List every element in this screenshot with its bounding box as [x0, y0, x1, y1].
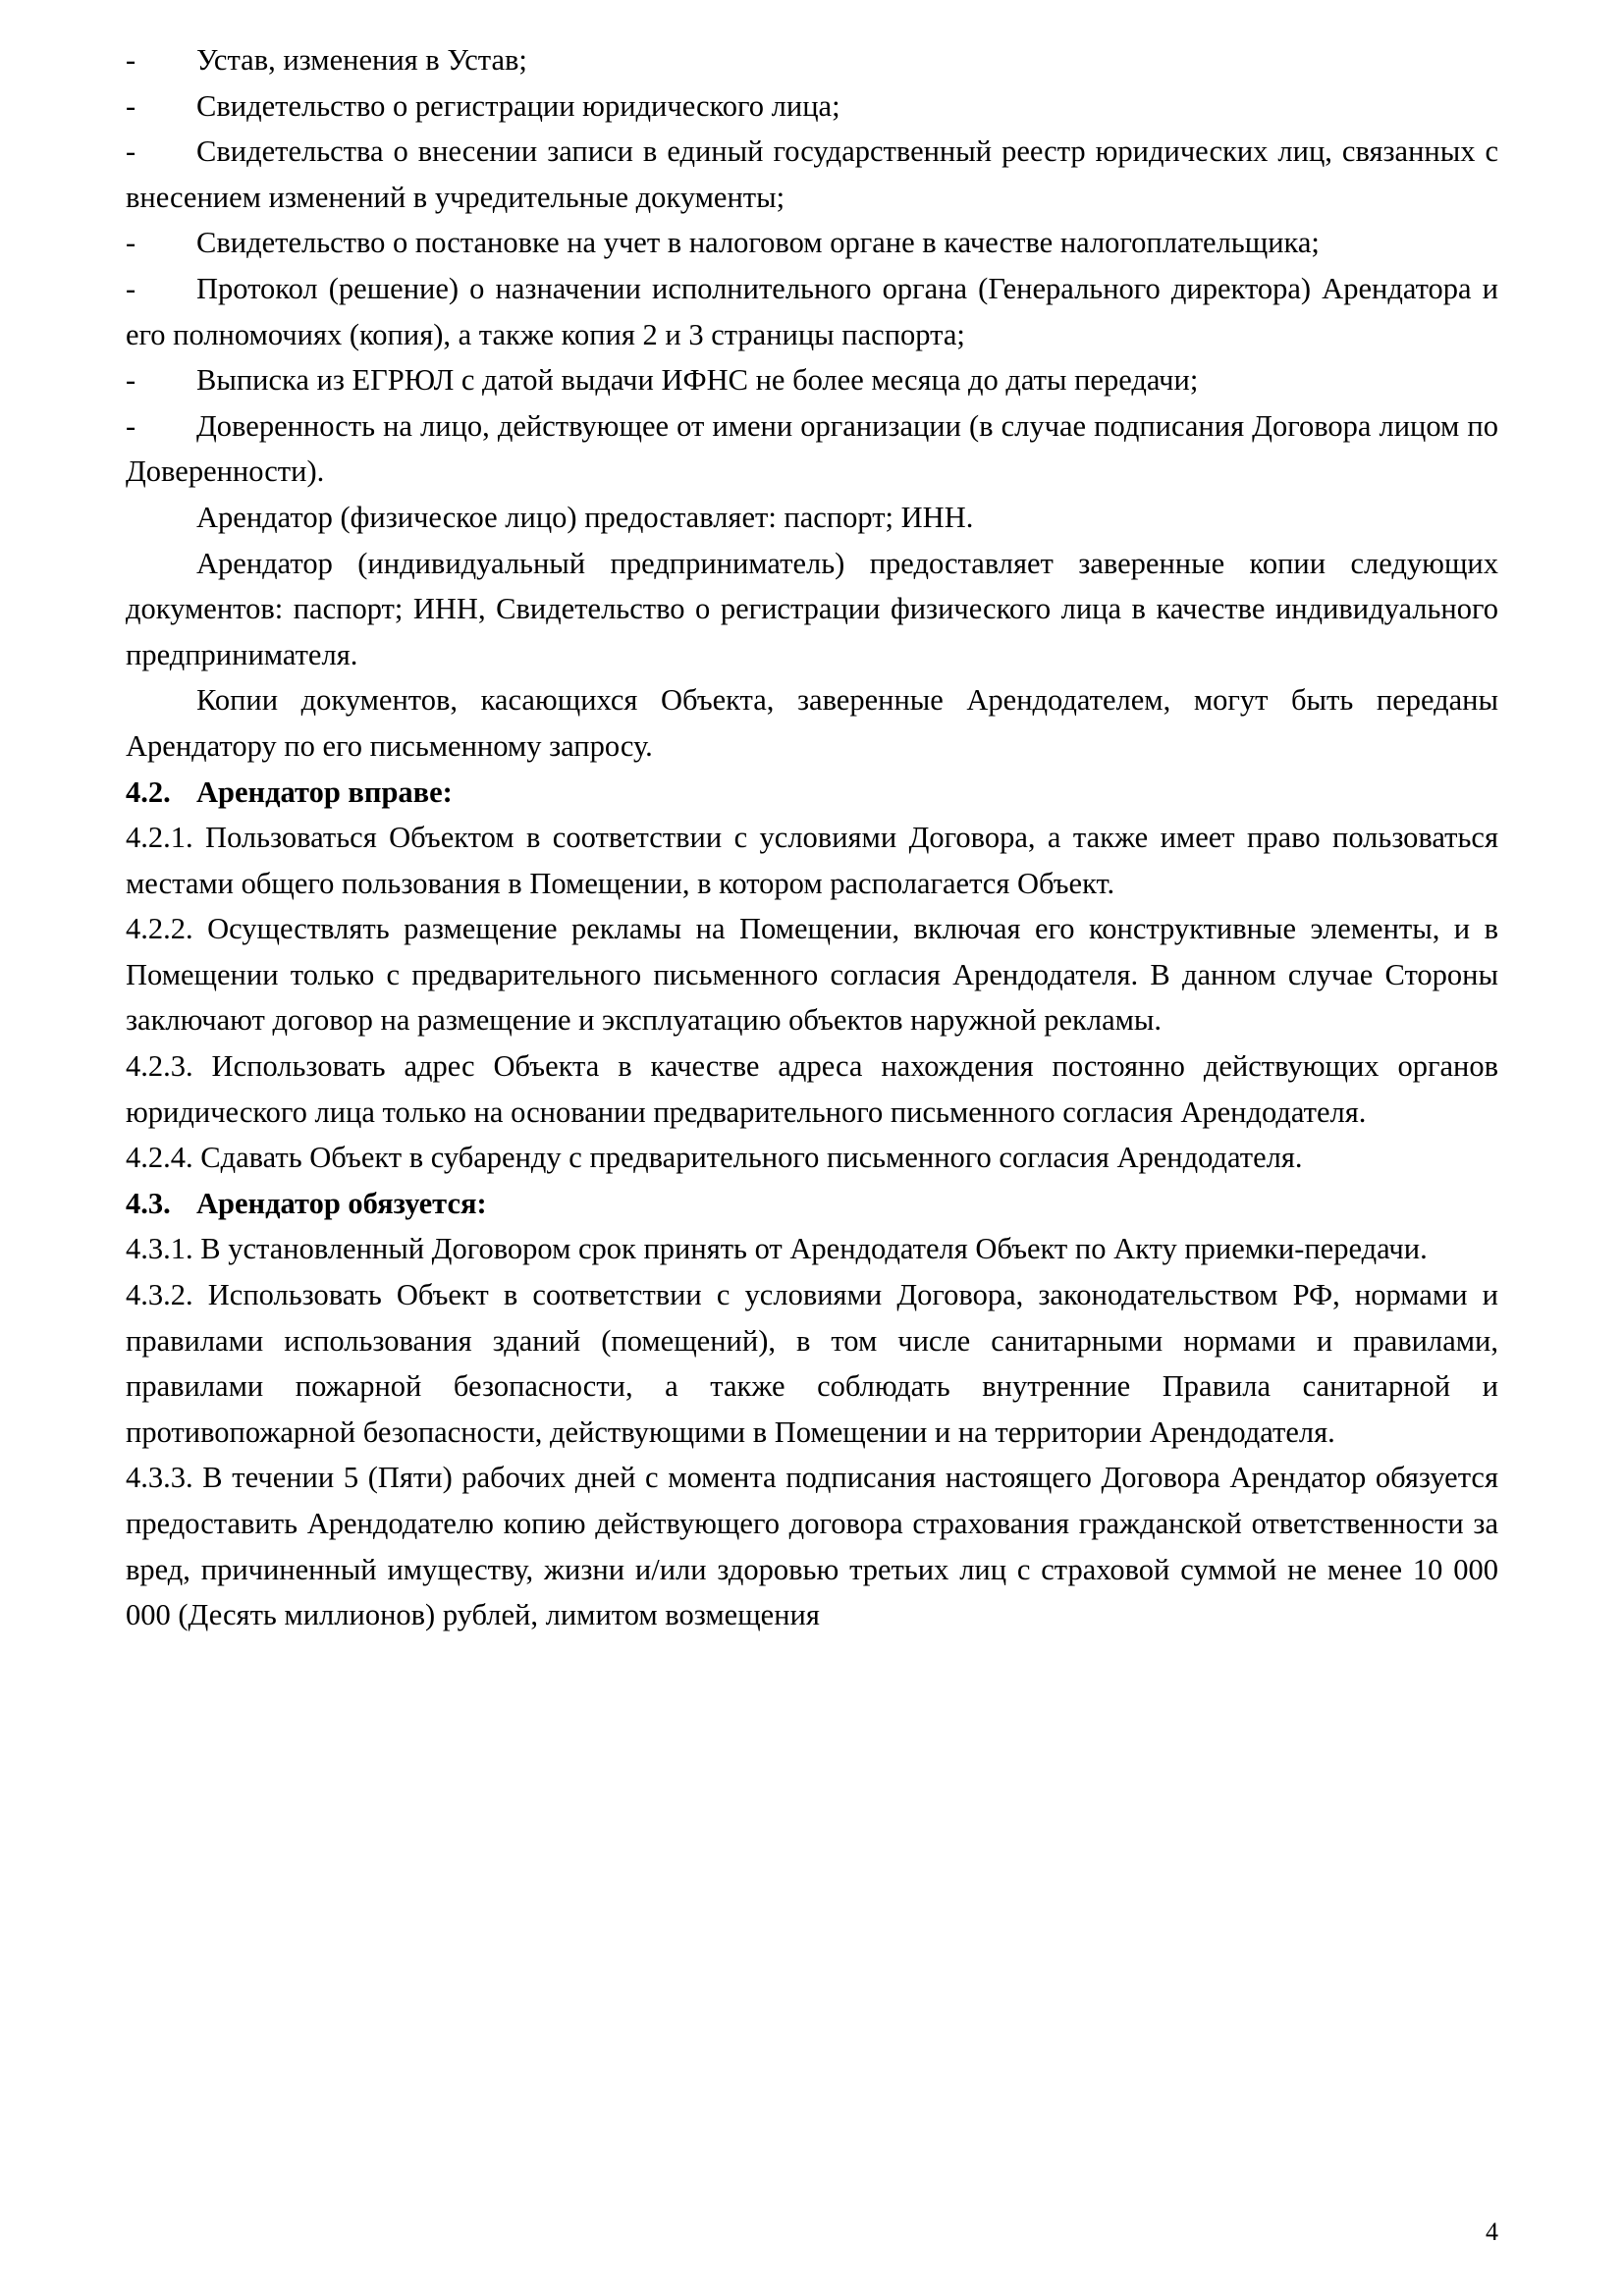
bullet-text: Свидетельство о регистрации юридического лица; [196, 88, 840, 123]
clause-4-3-3: 4.3.3. В течении 5 (Пяти) рабочих дней с момента подписания настоящего Договора Арендатор обязуется предоставить Арендодателю копию действующего договора страхования гражданской ответственности за вред, причиненный имуществу, жизни и/или здоровью третьих лиц с страховой суммой не менее 10 000 000 (Десять миллионов) рублей, лимитом возмещения [126, 1461, 1498, 1632]
bullet-dash-marker: - [126, 271, 136, 305]
heading-number: 4.3. [126, 1186, 171, 1220]
bullet-dash-marker: - [126, 363, 136, 398]
bullet-text: Выписка из ЕГРЮЛ с датой выдачи ИФНС не более месяца до даты передачи; [196, 363, 1199, 398]
bullet-svidetelstvo-registracii [126, 83, 1498, 130]
heading-4-2-arendator-vprave [126, 770, 1498, 816]
clause-4-2-3: 4.2.3. Использовать адрес Объекта в качестве адреса нахождения постоянно действующих органов юридического лица только на основании предварительного письменного согласия Арендодателя. [126, 1049, 1498, 1129]
bullet-text: Устав, изменения в Устав; [196, 43, 527, 77]
bullet-svidetelstva-egrul-zapis [126, 129, 1498, 220]
clause-4-2-4: 4.2.4. Сдавать Объект в субаренду с предварительного письменного согласия Арендодателя. [126, 1141, 1303, 1175]
clause-4-2-1: 4.2.1. Пользоваться Объектом в соответствии с условиями Договора, а также имеет право пользоваться местами общего пользования в Помещении, в котором располагается Объект. [126, 821, 1498, 900]
bullet-text: Свидетельство о постановке на учет в налоговом органе в качестве налогоплательщика; [196, 226, 1320, 260]
bullet-dash-marker: - [126, 134, 136, 169]
clause-4-3-1: 4.3.1. В установленный Договором срок принять от Арендодателя Объект по Акту приемки-передачи. [126, 1232, 1428, 1266]
bullet-dash-marker: - [126, 226, 136, 260]
bullet-doverennost [126, 403, 1498, 495]
clause-4-2-2: 4.2.2. Осуществлять размещение рекламы на Помещении, включая его конструктивные элементы, и в Помещении только с предварительного письменного согласия Арендодателя. В данном случае Стороны заключают договор на размещение и эксплуатацию объектов наружной рекламы. [126, 912, 1498, 1038]
bullet-dash-marker: - [126, 88, 136, 123]
page-number: 4 [1486, 2217, 1498, 2246]
bullet-vypiska-egrul [126, 357, 1498, 403]
para-kopii-dokumentov-objekta: Копии документов, касающихся Объекта, заверенные Арендодателем, могут быть переданы Арендатору по его письменному запросу. [126, 683, 1498, 763]
document-body [126, 37, 1498, 1638]
para-arendator-ip: Арендатор (индивидуальный предприниматель) предоставляет заверенные копии следующих документов: паспорт; ИНН, Свидетельство о регистрации физического лица в качестве индивидуального предпринимателя. [126, 546, 1498, 671]
bullet-dash-marker: - [126, 43, 136, 77]
bullet-dash-marker: - [126, 408, 136, 443]
bullet-svidetelstvo-nalogovyj-uchet [126, 220, 1498, 266]
bullet-protokol-reshenie [126, 266, 1498, 357]
clause-4-3-2: 4.3.2. Использовать Объект в соответствии с условиями Договора, законодательством РФ, нормами и правилами использования зданий (помещений), в том числе санитарными нормами и правилами, правилами пожарной безопасности, а также соблюдать внутренние Правила санитарной и противопожарной безопасности, действующими в Помещении и на территории Арендодателя. [126, 1278, 1498, 1449]
bullet-text: Свидетельства о внесении записи в единый государственный реестр юридических лиц, связанных с внесением изменений в учредительные документы; [126, 134, 1498, 214]
heading-text: Арендатор обязуется: [196, 1186, 487, 1220]
heading-number: 4.2. [126, 774, 171, 809]
heading-text: Арендатор вправе: [196, 774, 453, 809]
bullet-text: Доверенность на лицо, действующее от имени организации (в случае подписания Договора лицом по Доверенности). [126, 408, 1498, 489]
bullet-text: Протокол (решение) о назначении исполнительного органа (Генерального директора) Арендатора и его полномочиях (копия), а также копия 2 и 3 страницы паспорта; [126, 271, 1498, 351]
para-arendator-fizicheskoe-lico: Арендатор (физическое лицо) предоставляет: паспорт; ИНН. [196, 500, 974, 534]
bullet-ustav [126, 37, 1498, 83]
heading-4-3-arendator-objazuetsja [126, 1181, 1498, 1227]
